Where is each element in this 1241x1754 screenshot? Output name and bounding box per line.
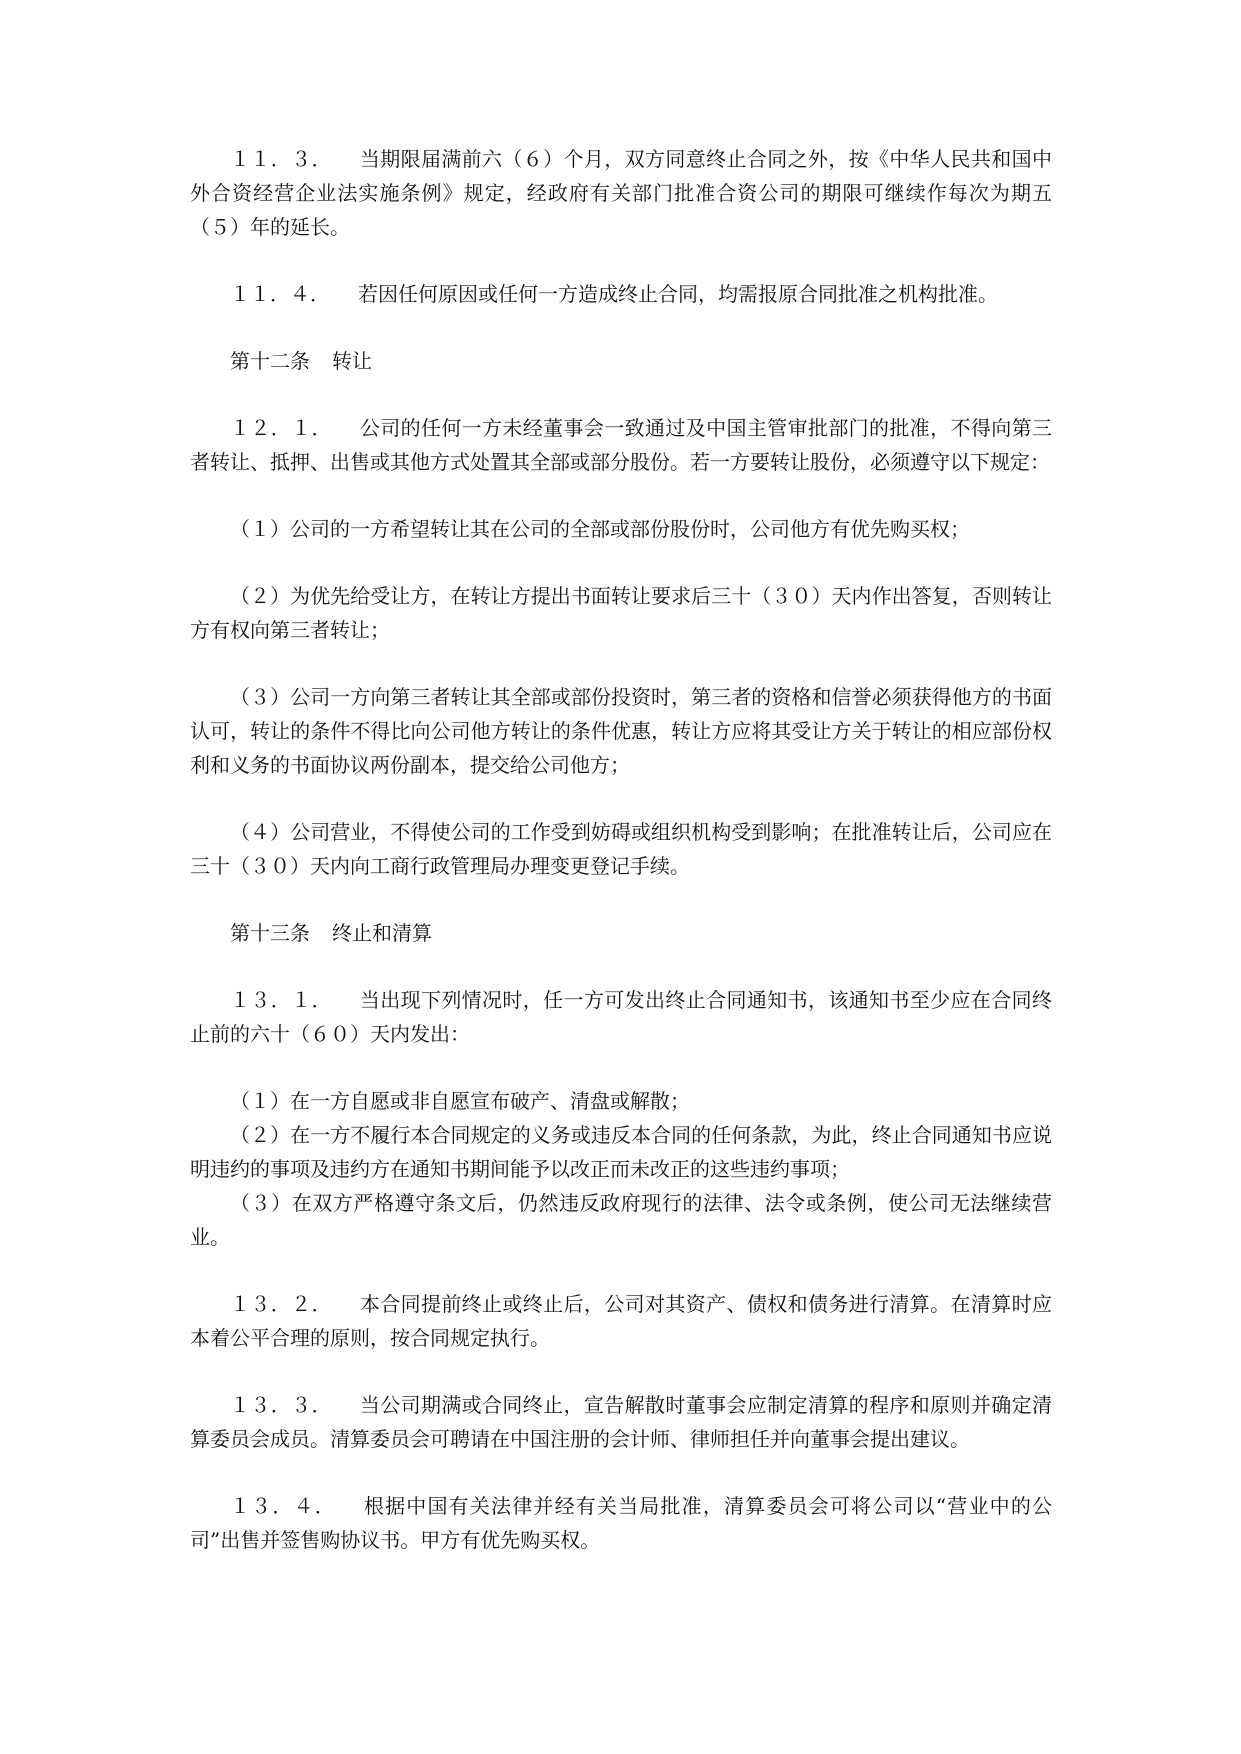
- clause-number: １１．４．: [230, 282, 330, 306]
- clause-text: 当出现下列情况时，任一方可发出终止合同通知书，该通知书至少应在合同终止前的六十（６０）天内发出：: [190, 988, 1053, 1046]
- clause-13-1: [190, 983, 1052, 1051]
- clause-number: １３．３．: [230, 1393, 332, 1417]
- clause-11-3: [190, 142, 1052, 244]
- list-item-13-1-3: （３）在双方严格遵守条文后，仍然违反政府现行的法律、法令或条例，使公司无法继续营业。: [190, 1191, 1052, 1249]
- clause-13-3: [190, 1388, 1052, 1456]
- list-item-13-1-2: （２）在一方不履行本合同规定的义务或违反本合同的任何条款，为此，终止合同通知书应说明违约的事项及违约方在通知书期间能予以改正而未改正的这些违约事项；: [190, 1123, 1052, 1181]
- clause-13-2: [190, 1287, 1052, 1355]
- clause-text: 若因任何原因或任何一方造成终止合同，均需报原合同批准之机构批准。: [358, 282, 998, 306]
- clause-13-4: [190, 1489, 1052, 1557]
- article-13-heading: [190, 916, 1052, 950]
- list-item-12-1-4: （４）公司营业，不得使公司的工作受到妨碍或组织机构受到影响；在批准转让后，公司应在三十（３０）天内向工商行政管理局办理变更登记手续。: [190, 820, 1052, 878]
- article-title: 转让: [332, 349, 372, 373]
- article-number: 第十二条: [230, 349, 310, 373]
- clause-text: 公司的任何一方未经董事会一致通过及中国主管审批部门的批准，不得向第三者转让、抵押、出售或其他方式处置其全部或部分股份。若一方要转让股份，必须遵守以下规定：: [190, 416, 1053, 474]
- clause-text: 当期限届满前六（６）个月，双方同意终止合同之外，按《中华人民共和国中外合资经营企业法实施条例》规定，经政府有关部门批准合资公司的期限可继续作每次为期五（５）年的延长。: [190, 147, 1053, 239]
- clause-number: １３．４．: [230, 1494, 336, 1518]
- clause-number: １２．１．: [230, 416, 332, 440]
- clause-number: １３．２．: [230, 1292, 332, 1316]
- clause-text: 当公司期满或合同终止，宣告解散时董事会应制定清算的程序和原则并确定清算委员会成员。清算委员会可聘请在中国注册的会计师、律师担任并向董事会提出建议。: [190, 1393, 1053, 1451]
- clause-text: 本合同提前终止或终止后，公司对其资产、债权和债务进行清算。在清算时应本着公平合理的原则，按合同规定执行。: [190, 1292, 1053, 1350]
- document-page: [190, 142, 1052, 1557]
- clause-12-1: [190, 411, 1052, 479]
- list-item-12-1-2: （２）为优先给受让方，在转让方提出书面转让要求后三十（３０）天内作出答复，否则转让方有权向第三者转让；: [190, 584, 1052, 642]
- article-number: 第十三条: [230, 921, 310, 945]
- clause-number: １３．１．: [230, 988, 332, 1012]
- list-item-12-1-3: （３）公司一方向第三者转让其全部或部份投资时，第三者的资格和信誉必须获得他方的书面认可，转让的条件不得比向公司他方转让的条件优惠，转让方应将其受让方关于转让的相应部份权利和义务的书面协议两份副本，提交给公司他方；: [190, 685, 1052, 777]
- article-12-heading: [190, 344, 1052, 378]
- clause-number: １１．３．: [230, 147, 332, 171]
- list-item-13-1-1: （１）在一方自愿或非自愿宣布破产、清盘或解散；: [230, 1089, 690, 1113]
- clause-11-4: [190, 277, 1052, 311]
- article-title: 终止和清算: [332, 921, 432, 945]
- clause-text: 根据中国有关法律并经有关当局批准，清算委员会可将公司以“营业中的公司”出售并签售购协议书。甲方有优先购买权。: [190, 1494, 1052, 1552]
- list-item-12-1-1: （１）公司的一方希望转让其在公司的全部或部份股份时，公司他方有优先购买权；: [230, 517, 970, 541]
